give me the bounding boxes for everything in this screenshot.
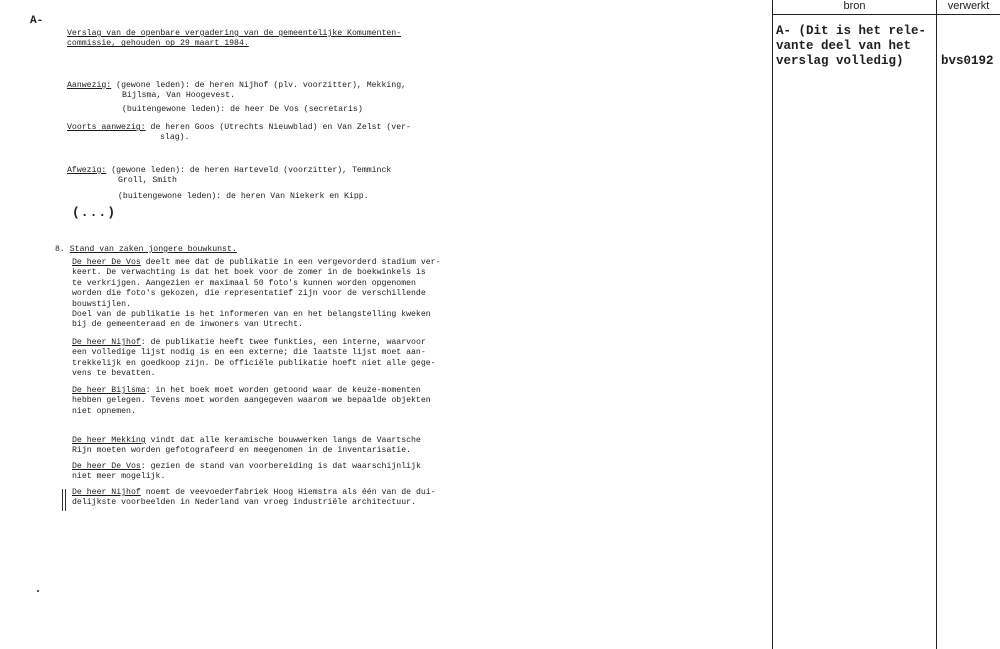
paragraph-line: Rijn moeten worden gefotografeerd en meegenomen in de inventarisatie. xyxy=(72,446,412,456)
paragraph-line: te verkrijgen. Aangezien er maximaal 50 foto's kunnen worden opgenomen xyxy=(72,278,416,288)
paragraph xyxy=(72,386,431,417)
report-title-line: commissie, gehouden op 29 maart 1984. xyxy=(67,39,249,49)
absent-regular-line2: Groll, Smith xyxy=(118,176,177,185)
also-present-line1: de heren Goos (Utrechts Nieuwblad) en Van Zelst (ver- xyxy=(150,123,411,132)
present-section xyxy=(67,81,406,91)
absent-extra: (buitengewone leden): de heren Van Niekerk en Kipp. xyxy=(118,192,369,201)
paragraph-text: deelt mee dat de publikatie in een vergevorderd stadium ver- xyxy=(140,258,441,267)
absent-section xyxy=(67,166,391,176)
verwerkt-code: bvs0192 xyxy=(941,54,994,68)
margin-change-bar xyxy=(65,489,66,511)
bron-line: verslag volledig) xyxy=(776,54,904,68)
report-title-line: Verslag van de openbare vergadering van de gemeentelijke Komumenten- xyxy=(67,29,402,38)
speaker-name: De heer De Vos xyxy=(72,462,141,471)
paragraph-line: trekkelijk en goedkoop zijn. De officiële publikatie hoeft niet alle gege- xyxy=(72,358,436,368)
paragraph-line: keert. De verwachting is dat het boek voor de zomer in de boekwinkels is xyxy=(72,268,426,278)
column-header-verwerkt: verwerkt xyxy=(937,0,1000,15)
report-title xyxy=(67,29,401,50)
page-marker: A- xyxy=(30,15,44,27)
bron-line: vante deel van het xyxy=(776,39,912,53)
paragraph-text: : de publikatie heeft twee funkties, een interne, waarvoor xyxy=(140,338,426,347)
also-present-line2: slag). xyxy=(160,133,190,142)
column-header-bron: bron xyxy=(773,0,936,15)
speaker-name: De heer Bijlsma xyxy=(72,386,146,395)
paragraph xyxy=(72,258,441,331)
speaker-name: De heer Nijhof xyxy=(72,338,141,347)
agenda-item-number: 8. xyxy=(55,245,65,254)
paragraph xyxy=(72,436,421,457)
absent-label: Afwezig: xyxy=(67,166,107,175)
paragraph-line: delijkste voorbeelden in Nederland van vroeg industriële architectuur. xyxy=(72,498,416,508)
margin-change-bar xyxy=(62,489,63,511)
present-regular-line1: (gewone leden): de heren Nijhof (plv. voorzitter), Mekking, xyxy=(116,81,407,90)
agenda-item-heading: Stand van zaken jongere bouwkunst. xyxy=(69,245,237,254)
also-present-label: Voorts aanwezig: xyxy=(67,123,146,132)
paragraph xyxy=(72,338,436,380)
paragraph-text: : in het boek moet worden getoond waar de keuze-momenten xyxy=(145,386,421,395)
paragraph-line: niet opnemen. xyxy=(72,406,136,416)
present-regular-line2: Bijlsma, Van Hoogevest. xyxy=(122,91,236,100)
paragraph-line: bouwstijlen. xyxy=(72,299,131,309)
also-present-section xyxy=(67,123,411,133)
paragraph xyxy=(72,462,421,483)
paragraph xyxy=(72,488,436,509)
paragraph-line: een volledige lijst nodig is en een externe; die laatste lijst moet aan- xyxy=(72,348,426,358)
absent-regular-line1: (gewone leden): de heren Harteveld (voorzitter), Temminck xyxy=(111,166,392,175)
present-label: Aanwezig: xyxy=(67,81,112,90)
speaker-name: De heer Nijhof xyxy=(72,488,141,497)
ellipsis-mark: (...) xyxy=(72,205,117,220)
bron-line: A- (Dit is het rele- xyxy=(776,24,927,38)
paragraph-line: hebben gelegen. Tevens moet worden aangegeven waarom we bepaalde objekten xyxy=(72,396,431,406)
bron-cell xyxy=(776,24,926,69)
table-left-border xyxy=(772,0,773,649)
speaker-name: De heer De Vos xyxy=(72,258,141,267)
agenda-item xyxy=(55,245,237,255)
paragraph-line: bij de gemeenteraad en de inwoners van Utrecht. xyxy=(72,320,303,330)
table-column-divider xyxy=(936,0,937,649)
present-extra: (buitengewone leden): de heer De Vos (secretaris) xyxy=(122,105,363,114)
paragraph-line: niet meer mogelijk. xyxy=(72,472,166,482)
speaker-name: De heer Mekking xyxy=(72,436,146,445)
paragraph-text: vindt dat alle keramische bouwwerken langs de Vaartsche xyxy=(145,436,421,445)
paragraph-text: : gezien de stand van voorbereiding is dat waarschijnlijk xyxy=(140,462,421,471)
paragraph-line: Doel van de publikatie is het informeren van en het belangstelling kweken xyxy=(72,310,431,320)
speck-dot xyxy=(37,590,39,592)
paragraph-text: noemt de veevoederfabriek Hoog Hiemstra als één van de dui- xyxy=(140,488,436,497)
paragraph-line: worden die foto's gekozen, die representatief zijn voor de verschillende xyxy=(72,289,426,299)
paragraph-line: vens te bevatten. xyxy=(72,369,156,379)
